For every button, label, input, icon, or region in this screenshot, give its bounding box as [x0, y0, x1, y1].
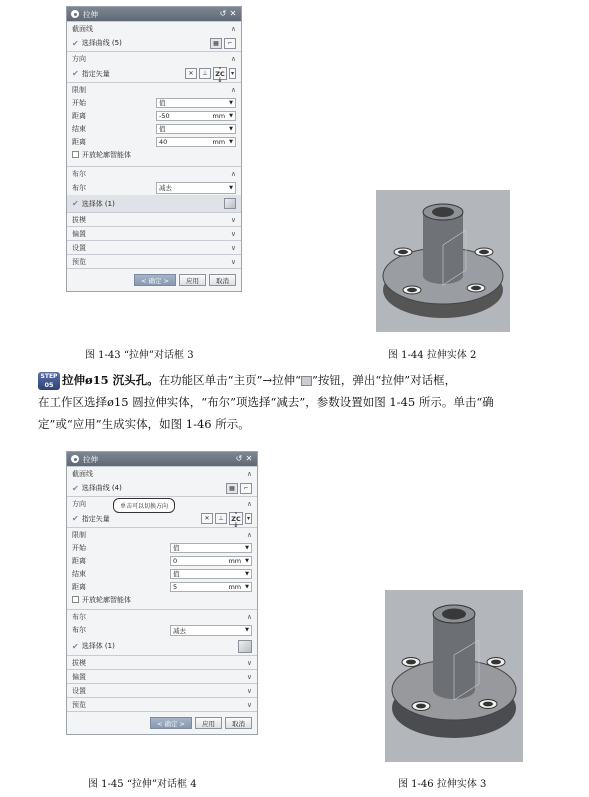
end-select[interactable] — [170, 569, 252, 579]
gear-icon — [71, 455, 79, 463]
distance1-value: 0 — [173, 556, 178, 565]
section-header[interactable] — [67, 528, 257, 541]
open-profile-row — [67, 593, 257, 606]
step-line-3: 定”或“应用”生成实体，如图 1-46 所示。 — [38, 417, 250, 431]
section-label: 方向 — [72, 54, 86, 63]
sketch-icon[interactable]: ▦ — [210, 38, 222, 49]
distance1-row — [67, 554, 257, 567]
section-label: 拔模 — [72, 658, 86, 667]
chevron-down-icon: ∨ — [246, 672, 252, 681]
section-label: 预览 — [72, 700, 86, 709]
check-icon: ✔ — [72, 483, 79, 493]
unit-label: mm — [212, 137, 226, 146]
part-illustration — [376, 190, 510, 332]
caption-fig-1-46: 图 1-46 拉伸实体 3 — [398, 779, 487, 790]
close-icon[interactable]: ✕ — [229, 9, 237, 18]
unit-label: mm — [212, 111, 226, 120]
section-header[interactable] — [67, 610, 257, 623]
dialog-buttons — [67, 711, 257, 734]
dialog-title-bar — [67, 452, 257, 466]
chevron-down-icon: ∨ — [230, 257, 236, 266]
step-text-1: 在功能区单击“主页”→拉伸“ — [158, 373, 301, 387]
start-label: 开始 — [72, 543, 86, 552]
section-header[interactable] — [67, 83, 241, 96]
step-heading: 拉伸ø15 沉头孔。 — [62, 373, 159, 387]
start-row — [67, 541, 257, 554]
boolean-value: 减去 — [159, 184, 172, 192]
dropdown-icon: ▼ — [245, 557, 249, 564]
start-value: 值 — [159, 99, 166, 107]
distance1-input[interactable] — [156, 111, 236, 121]
start-select[interactable] — [156, 98, 236, 108]
specify-vector-label: 指定矢量 — [81, 514, 110, 523]
section-curve — [67, 466, 257, 496]
step-text-2: ”按钮，弹出“拉伸”对话框， — [311, 373, 457, 387]
specify-vector-label: 指定矢量 — [81, 69, 110, 78]
dialog-title: 拉伸 — [83, 9, 98, 19]
end-value: 值 — [173, 570, 180, 578]
dropdown-icon: ▼ — [245, 627, 249, 633]
part-illustration — [385, 590, 523, 762]
cancel-button[interactable]: 取消 — [225, 717, 252, 729]
solid-body-icon[interactable] — [224, 198, 236, 209]
select-curve-row[interactable] — [67, 480, 257, 496]
step-badge — [38, 372, 60, 390]
reverse-direction-icon[interactable]: ✕ — [201, 513, 213, 524]
distance1-value: -50 — [159, 111, 170, 120]
chevron-up-icon: ∧ — [246, 612, 252, 621]
select-curve-label: 选择曲线 (5) — [81, 39, 122, 47]
dropdown-icon: ▼ — [229, 112, 233, 119]
start-select[interactable] — [170, 543, 252, 553]
distance2-row — [67, 135, 241, 148]
chevron-up-icon: ∧ — [246, 499, 252, 508]
section-label: 截面线 — [72, 469, 93, 478]
dropdown-icon: ▼ — [245, 570, 249, 577]
chevron-down-icon: ∨ — [230, 229, 236, 238]
section-direction — [67, 496, 257, 527]
unit-label: mm — [228, 582, 242, 591]
vector-dialog-icon[interactable]: ⊥ — [199, 68, 211, 79]
chevron-down-icon: ∨ — [230, 243, 236, 252]
section-draft[interactable] — [67, 655, 257, 669]
distance2-value: 40 — [159, 137, 168, 146]
check-icon: ✔ — [72, 199, 79, 208]
section-settings[interactable] — [67, 683, 257, 697]
chevron-up-icon: ∧ — [230, 169, 236, 178]
chevron-up-icon: ∧ — [230, 54, 236, 63]
section-label: 设置 — [72, 686, 86, 695]
section-offset[interactable] — [67, 669, 257, 683]
end-select[interactable] — [156, 124, 236, 134]
gear-icon — [71, 10, 79, 18]
chevron-down-icon: ∨ — [230, 215, 236, 224]
chevron-up-icon: ∧ — [230, 24, 236, 33]
section-draft[interactable] — [67, 212, 241, 226]
chevron-up-icon: ∧ — [230, 85, 236, 94]
distance1-label: 距离 — [72, 556, 86, 565]
section-label: 设置 — [72, 243, 86, 252]
distance2-label: 距离 — [72, 137, 86, 146]
dialog-title-bar — [67, 7, 241, 21]
distance2-value: 5 — [173, 582, 178, 591]
section-boolean — [67, 609, 257, 655]
step-paragraph — [38, 369, 558, 435]
dropdown-icon: ▼ — [229, 184, 233, 191]
vector-dropdown-icon[interactable]: ▾ — [230, 70, 234, 77]
specify-vector-row[interactable] — [67, 65, 241, 82]
open-profile-checkbox[interactable] — [72, 596, 79, 603]
unit-label: mm — [228, 556, 242, 565]
section-limits — [67, 82, 241, 161]
section-boolean — [67, 166, 241, 212]
section-label: 截面线 — [72, 24, 93, 33]
cancel-button[interactable]: 取消 — [209, 274, 236, 286]
extrude-dialog-2 — [66, 451, 258, 735]
section-label: 预览 — [72, 257, 86, 266]
chevron-up-icon: ∧ — [246, 530, 252, 539]
extruded-solid-image-2 — [376, 190, 510, 332]
caption-fig-1-44: 图 1-44 拉伸实体 2 — [388, 350, 477, 361]
reverse-direction-icon[interactable]: ✕ — [185, 68, 197, 79]
dropdown-icon: ▼ — [229, 138, 233, 145]
section-label: 方向 — [72, 499, 86, 508]
check-icon: ✔ — [72, 641, 79, 651]
dropdown-icon: ▼ — [229, 99, 233, 106]
reset-icon[interactable]: ↺ — [235, 454, 243, 463]
check-icon: ✔ — [72, 514, 79, 523]
step-line-2: 在工作区选择ø15 圆拉伸实体，“布尔”项选择“减去”，参数设置如图 1-45 所示。单击“确 — [38, 395, 494, 409]
reset-icon[interactable]: ↺ — [219, 9, 227, 18]
extrude-icon — [301, 376, 312, 386]
start-value: 值 — [173, 544, 180, 552]
caption-fig-1-45: 图 1-45 “拉伸”对话框 4 — [88, 779, 197, 790]
section-label: 偏置 — [72, 672, 86, 681]
select-curve-label: 选择曲线 (4) — [81, 484, 122, 492]
section-preview[interactable] — [67, 697, 257, 711]
section-curve — [67, 21, 241, 51]
dropdown-icon: ▼ — [229, 125, 233, 132]
section-label: 布尔 — [72, 169, 86, 178]
section-header[interactable] — [67, 467, 257, 480]
step-number: 05 — [44, 381, 54, 389]
section-header[interactable] — [67, 167, 241, 180]
open-profile-label: 开放轮廓智能体 — [82, 595, 131, 604]
select-body-row[interactable] — [67, 637, 257, 655]
open-profile-label: 开放轮廓智能体 — [82, 150, 131, 159]
chevron-up-icon: ∧ — [246, 469, 252, 478]
distance1-label: 距离 — [72, 111, 86, 120]
dialog-buttons — [67, 268, 241, 291]
chevron-down-icon: ∨ — [246, 686, 252, 695]
sketch-icon[interactable]: ▦ — [226, 483, 238, 494]
open-profile-row — [67, 148, 241, 161]
vector-label: -ZC — [231, 508, 241, 523]
distance2-input[interactable] — [170, 582, 252, 592]
boolean-label: 布尔 — [72, 183, 86, 192]
select-body-label: 选择体 (1) — [81, 199, 115, 208]
select-curve-row[interactable] — [67, 35, 241, 51]
open-profile-checkbox[interactable] — [72, 151, 79, 158]
boolean-select[interactable] — [156, 182, 236, 194]
section-limits — [67, 527, 257, 606]
extruded-solid-image-3 — [385, 590, 523, 762]
section-label: 拔模 — [72, 215, 86, 224]
distance1-input[interactable] — [170, 556, 252, 566]
end-value: 值 — [159, 125, 166, 133]
apply-button[interactable]: 应用 — [195, 717, 222, 729]
apply-button[interactable]: 应用 — [179, 274, 206, 286]
section-label: 限制 — [72, 85, 86, 94]
dropdown-icon: ▼ — [245, 544, 249, 551]
vector-dropdown-icon[interactable]: ▾ — [246, 515, 250, 522]
boolean-value: 减去 — [173, 626, 186, 635]
direction-callout: 单击可以切换方向 — [113, 498, 175, 513]
distance2-label: 距离 — [72, 582, 86, 591]
start-row — [67, 96, 241, 109]
section-offset[interactable] — [67, 226, 241, 240]
boolean-row — [67, 180, 241, 195]
check-icon: ✔ — [72, 38, 79, 48]
vector-zc-icon[interactable]: -ZC ↓ — [213, 67, 227, 80]
end-label: 结束 — [72, 569, 86, 578]
section-label: 布尔 — [72, 612, 86, 621]
section-label: 限制 — [72, 530, 86, 539]
select-body-label: 选择体 (1) — [81, 642, 115, 650]
section-preview[interactable] — [67, 254, 241, 268]
start-label: 开始 — [72, 98, 86, 107]
solid-body-icon[interactable] — [238, 640, 252, 653]
section-header[interactable] — [67, 22, 241, 35]
boolean-select[interactable] — [170, 625, 252, 636]
ok-button[interactable]: < 确定 > — [150, 717, 192, 729]
distance2-input[interactable] — [156, 137, 236, 147]
select-body-row[interactable] — [67, 195, 241, 212]
boolean-row — [67, 623, 257, 637]
check-icon: ✔ — [72, 69, 79, 78]
vector-dialog-icon[interactable]: ⊥ — [215, 513, 227, 524]
step-badge-label: STEP — [40, 373, 58, 380]
curve-icon[interactable]: ⌐ — [240, 483, 252, 494]
close-icon[interactable]: ✕ — [245, 454, 253, 463]
vector-label: -ZC — [215, 63, 225, 78]
section-settings[interactable] — [67, 240, 241, 254]
caption-fig-1-43: 图 1-43 “拉伸”对话框 3 — [85, 350, 194, 361]
dropdown-icon: ▼ — [245, 583, 249, 590]
dialog-title: 拉伸 — [83, 454, 98, 464]
ok-button[interactable]: < 确定 > — [134, 274, 176, 286]
end-label: 结束 — [72, 124, 86, 133]
chevron-down-icon: ∨ — [246, 658, 252, 667]
section-direction — [67, 51, 241, 82]
distance1-row — [67, 109, 241, 122]
extrude-dialog-1 — [66, 6, 242, 292]
end-row — [67, 567, 257, 580]
distance2-row — [67, 580, 257, 593]
end-row — [67, 122, 241, 135]
section-header[interactable] — [67, 52, 241, 65]
vector-zc-icon[interactable]: -ZC ↓ — [229, 512, 243, 525]
chevron-down-icon: ∨ — [246, 700, 252, 709]
section-label: 偏置 — [72, 229, 86, 238]
curve-icon[interactable]: ⌐ — [224, 38, 236, 49]
boolean-label: 布尔 — [72, 626, 86, 634]
